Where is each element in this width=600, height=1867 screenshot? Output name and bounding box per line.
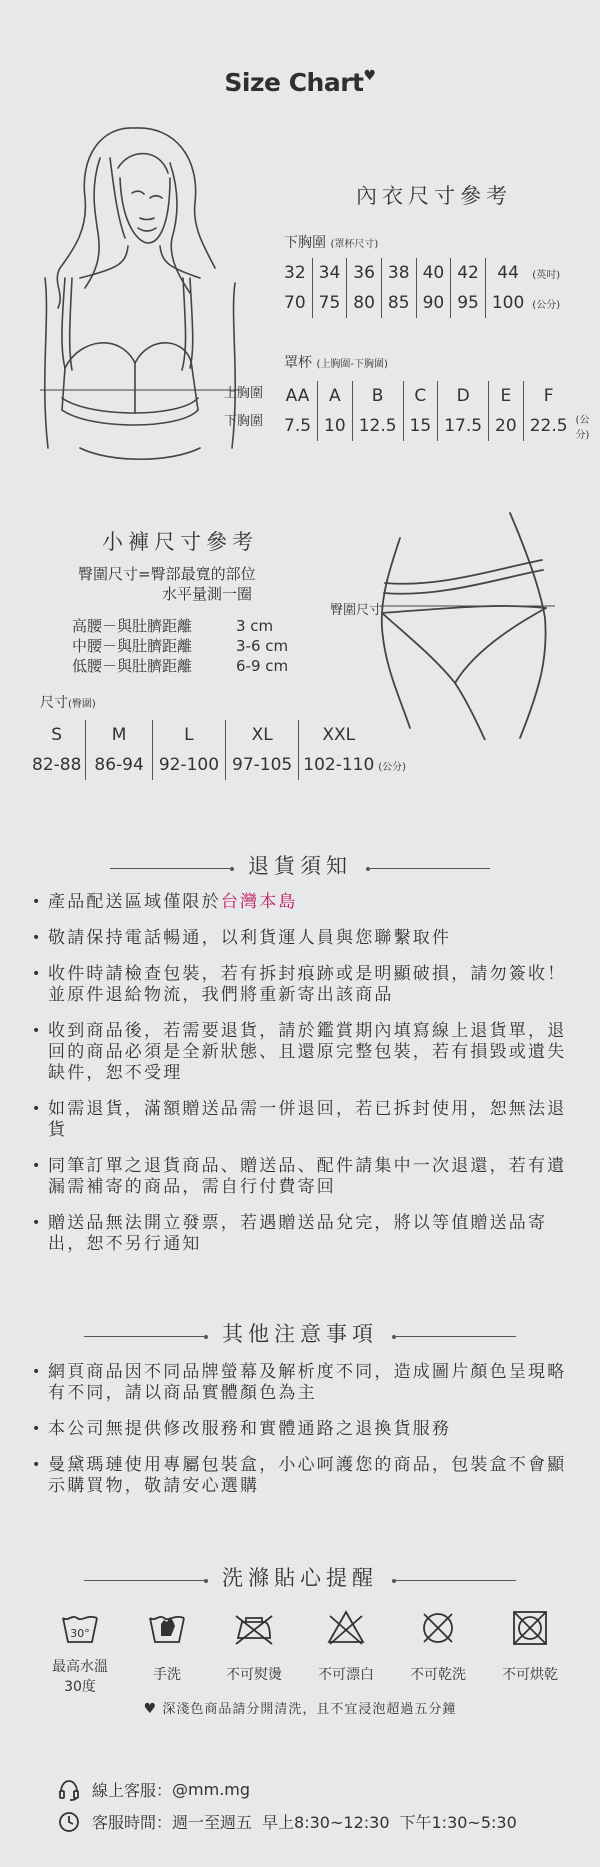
table-cell: XL xyxy=(226,720,299,750)
table-cell: 102-110 xyxy=(299,750,379,780)
table-cell: 80 xyxy=(347,288,382,318)
panty-size-heading: 小褲尺寸參考 xyxy=(102,530,258,554)
table-cell: 7.5 xyxy=(284,416,312,436)
list-item: • 本公司無提供修改服務和實體通路之退換貨服務 xyxy=(30,1419,570,1440)
table-cell: 12.5 xyxy=(352,411,403,441)
list-item: • 產品配送區域僅限於台灣本島 xyxy=(30,892,570,913)
hand-wash-icon xyxy=(147,1608,187,1648)
table-cell: L xyxy=(152,720,225,750)
headset-icon xyxy=(58,1779,80,1801)
wash-icons-row xyxy=(40,1608,570,1696)
unit-label: (公分) xyxy=(575,415,590,441)
wash-item: 30° 最高水溫 30度 xyxy=(40,1608,120,1696)
list-item: • 贈送品無法開立發票，若遇贈送品兌完，將以等值贈送品寄出，恕不另行通知 xyxy=(30,1213,570,1255)
no-bleach-icon xyxy=(326,1608,366,1648)
table-cell: AA xyxy=(285,386,310,406)
wash-30-icon xyxy=(60,1608,100,1648)
hip-size-label: 臀圍尺寸 xyxy=(330,603,383,618)
list-item: • 曼黛瑪璉使用專屬包裝盒，小心呵護您的商品，包裝盒不會顯示購買物，敬請安心選購 xyxy=(30,1455,570,1497)
waist-rise-list xyxy=(72,616,288,676)
upper-chest-label: 上胸圍 xyxy=(224,386,264,401)
list-item: • 敬請保持電話暢通，以利貨運人員與您聯繫取件 xyxy=(30,928,570,949)
wash-heading: 洗滌貼心提醒 xyxy=(0,1562,600,1592)
table-cell: E xyxy=(489,381,524,411)
table-cell: 36 xyxy=(347,258,382,288)
list-item: 中腰－與肚臍距離 3-6 cm xyxy=(72,637,289,655)
table-cell: 90 xyxy=(416,288,451,318)
inch-row xyxy=(278,258,566,288)
wash-item: 不可烘乾 xyxy=(490,1608,570,1696)
list-item: 低腰－與肚臍距離 6-9 cm xyxy=(72,657,289,675)
cm-row xyxy=(278,288,566,318)
table-cell: S xyxy=(51,725,63,745)
table-cell: C xyxy=(403,381,438,411)
panty-size-table xyxy=(28,720,406,780)
heart-icon: ♥ xyxy=(143,1701,158,1717)
service-link[interactable]: @mm.mg xyxy=(172,1780,251,1799)
table-cell: 85 xyxy=(381,288,416,318)
unit-label: (公分) xyxy=(378,761,407,773)
list-item: 高腰－與肚臍距離 3 cm xyxy=(72,617,274,635)
underbust-table xyxy=(278,258,566,318)
returns-heading: 退貨須知 xyxy=(0,850,600,880)
svg-text:30°: 30° xyxy=(70,1627,90,1640)
table-cell: 40 xyxy=(416,258,451,288)
table-cell: 20 xyxy=(489,411,524,441)
table-cell: 42 xyxy=(451,258,486,288)
table-cell: 75 xyxy=(312,288,347,318)
table-cell: 70 xyxy=(284,293,306,313)
table-cell: D xyxy=(438,381,489,411)
table-cell: B xyxy=(352,381,403,411)
cup-table xyxy=(278,381,600,441)
list-item: • 收件時請檢查包裝，若有拆封痕跡或是明顯破損，請勿簽收！並原件退給物流，我們將重新寄出該商品 xyxy=(30,964,570,1006)
table-cell: 95 xyxy=(451,288,486,318)
table-cell: 38 xyxy=(381,258,416,288)
heart-icon: ♥ xyxy=(363,68,376,84)
table-cell: 15 xyxy=(403,411,438,441)
other-notes-heading: 其他注意事項 xyxy=(0,1318,600,1348)
no-tumble-dry-icon xyxy=(510,1608,550,1648)
table-cell: 44 xyxy=(485,258,530,288)
table-cell: 86-94 xyxy=(86,750,152,780)
hip-definition-line1: 臀圍尺寸=臀部最寬的部位 xyxy=(78,565,256,583)
cup-diff-row xyxy=(278,411,600,441)
table-cell: 17.5 xyxy=(438,411,489,441)
returns-list xyxy=(30,892,570,1270)
clock-icon xyxy=(58,1811,80,1833)
cup-row xyxy=(278,381,600,411)
table-cell: XXL xyxy=(299,720,379,750)
list-item: • 收到商品後，若需要退貨，請於鑑賞期內填寫線上退貨單，退回的商品必須是全新狀態、且還原完整包裝，若有損毀或遺失缺件，恕不受理 xyxy=(30,1021,570,1084)
wash-item: 不可熨燙 xyxy=(214,1608,294,1696)
no-iron-icon xyxy=(234,1608,274,1648)
table-cell: 10 xyxy=(318,411,353,441)
table-cell: 82-88 xyxy=(32,755,82,775)
table-cell: 34 xyxy=(312,258,347,288)
table-cell: 97-105 xyxy=(226,750,299,780)
woman-bra-illustration xyxy=(40,118,240,470)
table-cell: F xyxy=(523,381,573,411)
wash-note: ♥ 深淺色商品請分開清洗，且不宜浸泡超過五分鐘 xyxy=(143,1701,457,1717)
wash-item: 手洗 xyxy=(132,1608,202,1696)
cup-label: 罩杯 (上胸圍-下胸圍) xyxy=(284,355,388,371)
underbust-label: 下胸圍 (罩杯尺寸) xyxy=(284,235,379,251)
online-service: 線上客服 ： @mm.mg xyxy=(58,1778,250,1801)
list-item: • 如需退貨，滿額贈送品需一併退回，若已拆封使用，恕無法退貨 xyxy=(30,1099,570,1141)
lower-chest-label: 下胸圍 xyxy=(224,414,264,429)
panty-size-label: 尺寸(臀圍) xyxy=(40,695,96,711)
unit-label: (英吋) xyxy=(532,269,561,281)
list-item: • 網頁商品因不同品牌螢幕及解析度不同，造成圖片顏色呈現略有不同，請以商品實體顏色為主 xyxy=(30,1362,570,1404)
size-row xyxy=(28,720,406,750)
no-dry-clean-icon xyxy=(418,1608,458,1648)
table-cell: 32 xyxy=(284,263,306,283)
table-cell: 100 xyxy=(485,288,530,318)
wash-item: 不可漂白 xyxy=(306,1608,386,1696)
hip-illustration xyxy=(380,508,555,740)
wash-item: 不可乾洗 xyxy=(398,1608,478,1696)
unit-label: (公分) xyxy=(532,299,561,311)
table-cell: 22.5 xyxy=(523,411,573,441)
page-title: Size Chart♥ xyxy=(224,68,376,97)
table-cell: M xyxy=(86,720,152,750)
table-cell: A xyxy=(318,381,353,411)
bra-size-heading: 內衣尺寸參考 xyxy=(356,184,512,208)
other-notes-list xyxy=(30,1362,570,1512)
range-row xyxy=(28,750,406,780)
list-item: • 同筆訂單之退貨商品、贈送品、配件請集中一次退還，若有遺漏需補寄的商品，需自行付費寄回 xyxy=(30,1156,570,1198)
hip-definition-line2: 水平量測一圈 xyxy=(162,585,253,603)
service-hours: 客服時間 ： 週一至週五 早上8:30~12:30 下午1:30~5:30 xyxy=(58,1810,517,1833)
table-cell: 92-100 xyxy=(152,750,225,780)
